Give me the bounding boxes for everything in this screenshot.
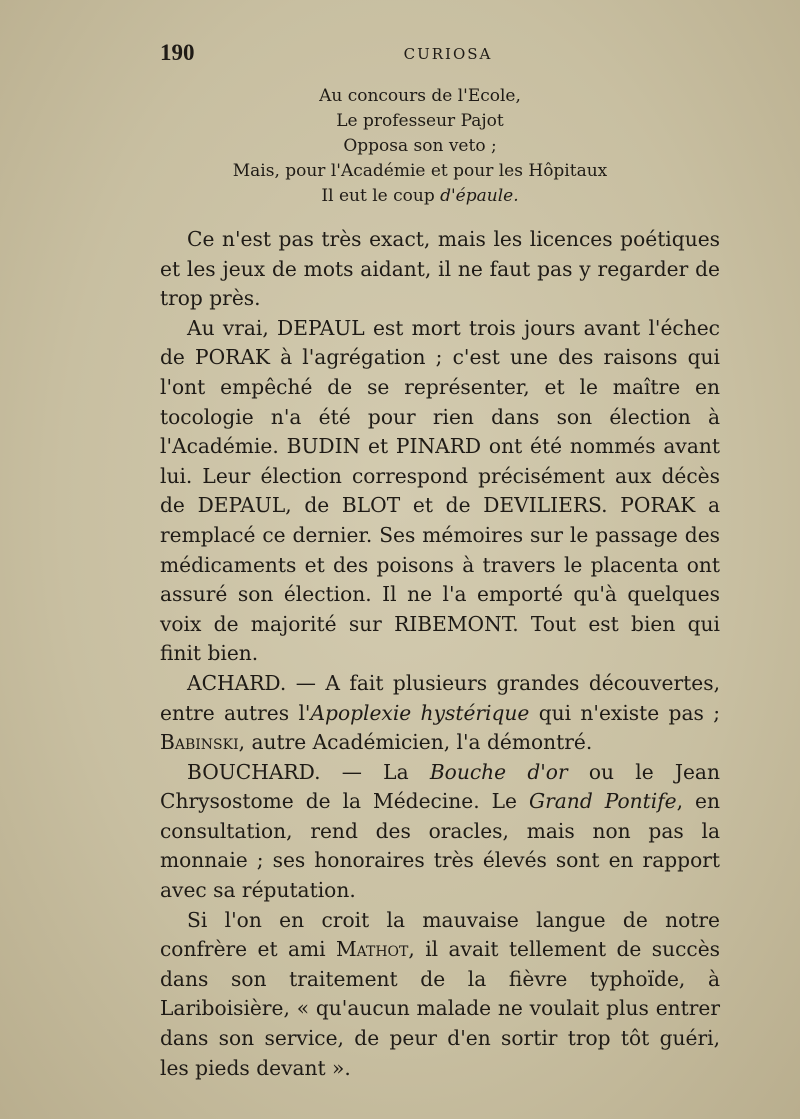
poem-line: Le professeur Pajot	[336, 111, 504, 131]
small-caps-name: Babinski	[160, 730, 239, 755]
page-header	[160, 40, 716, 70]
paragraph-text: , en consultation, rend des oracles, mais non pas la monnaie ; ses honoraires très élevés sont en rapport avec sa réputation.	[160, 789, 720, 903]
running-title: CURIOSA	[403, 45, 493, 63]
poem-stanza	[200, 84, 640, 209]
poem-line: Au concours de l'Ecole,	[319, 86, 521, 106]
italic-phrase: Bouche d'or	[429, 759, 568, 784]
italic-phrase: Grand Pontife	[529, 789, 677, 814]
paragraph-text: ou le Jean Chrysostome de la Médecine. Le	[160, 759, 720, 814]
poem-line-text: Il eut le coup	[321, 186, 441, 206]
paragraph-text: , autre Académicien, l'a démontré.	[238, 730, 593, 755]
body-text	[160, 225, 720, 1083]
poem-line: Opposa son veto ;	[343, 136, 497, 156]
page-number: 190	[160, 40, 195, 65]
poem-line: Mais, pour l'Académie et pour les Hôpitaux	[232, 161, 608, 181]
small-caps-name: Mathot	[336, 937, 409, 962]
paragraph: Au vrai, DEPAUL est mort trois jours avant l'échec de PORAK à l'agrégation ; c'est une des raisons qui l'ont empêché de se représenter, et le maître en tocologie n'a été pour rien dans son élection à l'Académie. BUDIN et PINARD ont été nommés avant lui. Leur élection correspond précisément aux décès de DEPAUL, de BLOT et de DEVILIERS. PORAK a remplacé ce dernier. Ses mémoires sur le passage des médicaments et des poisons à travers le placenta ont assuré son élection. Il ne l'a emporté qu'à quelques voix de majorité sur RIBEMONT. Tout est bien qui finit bien.	[160, 315, 720, 666]
paragraph	[160, 669, 720, 758]
poem-line-italic: d'épaule.	[440, 186, 519, 206]
paragraph-text: ACHARD. — A fait plusieurs grandes découvertes, entre autres l'	[160, 670, 720, 725]
paragraph-text: , il avait tellement de succès dans son traitement de la fièvre typhoïde, à Lariboisière, « qu'aucun malade ne voulait plus entrer dans son service, de peur d'en sortir trop tôt guéri, les pieds devant ».	[160, 937, 720, 1080]
paragraph-text: qui n'existe pas ;	[529, 700, 720, 725]
poem-line	[200, 184, 640, 209]
paragraph	[160, 906, 720, 1084]
italic-title: Apoplexie hystérique	[310, 700, 530, 725]
paragraph-text: BOUCHARD. — La	[187, 759, 430, 784]
paragraph: Ce n'est pas très exact, mais les licences poétiques et les jeux de mots aidant, il ne faut pas y regarder de trop près.	[160, 227, 720, 311]
paragraph-text: Si l'on en croit la mauvaise langue de notre confrère et ami	[160, 907, 720, 962]
paragraph	[160, 758, 720, 906]
